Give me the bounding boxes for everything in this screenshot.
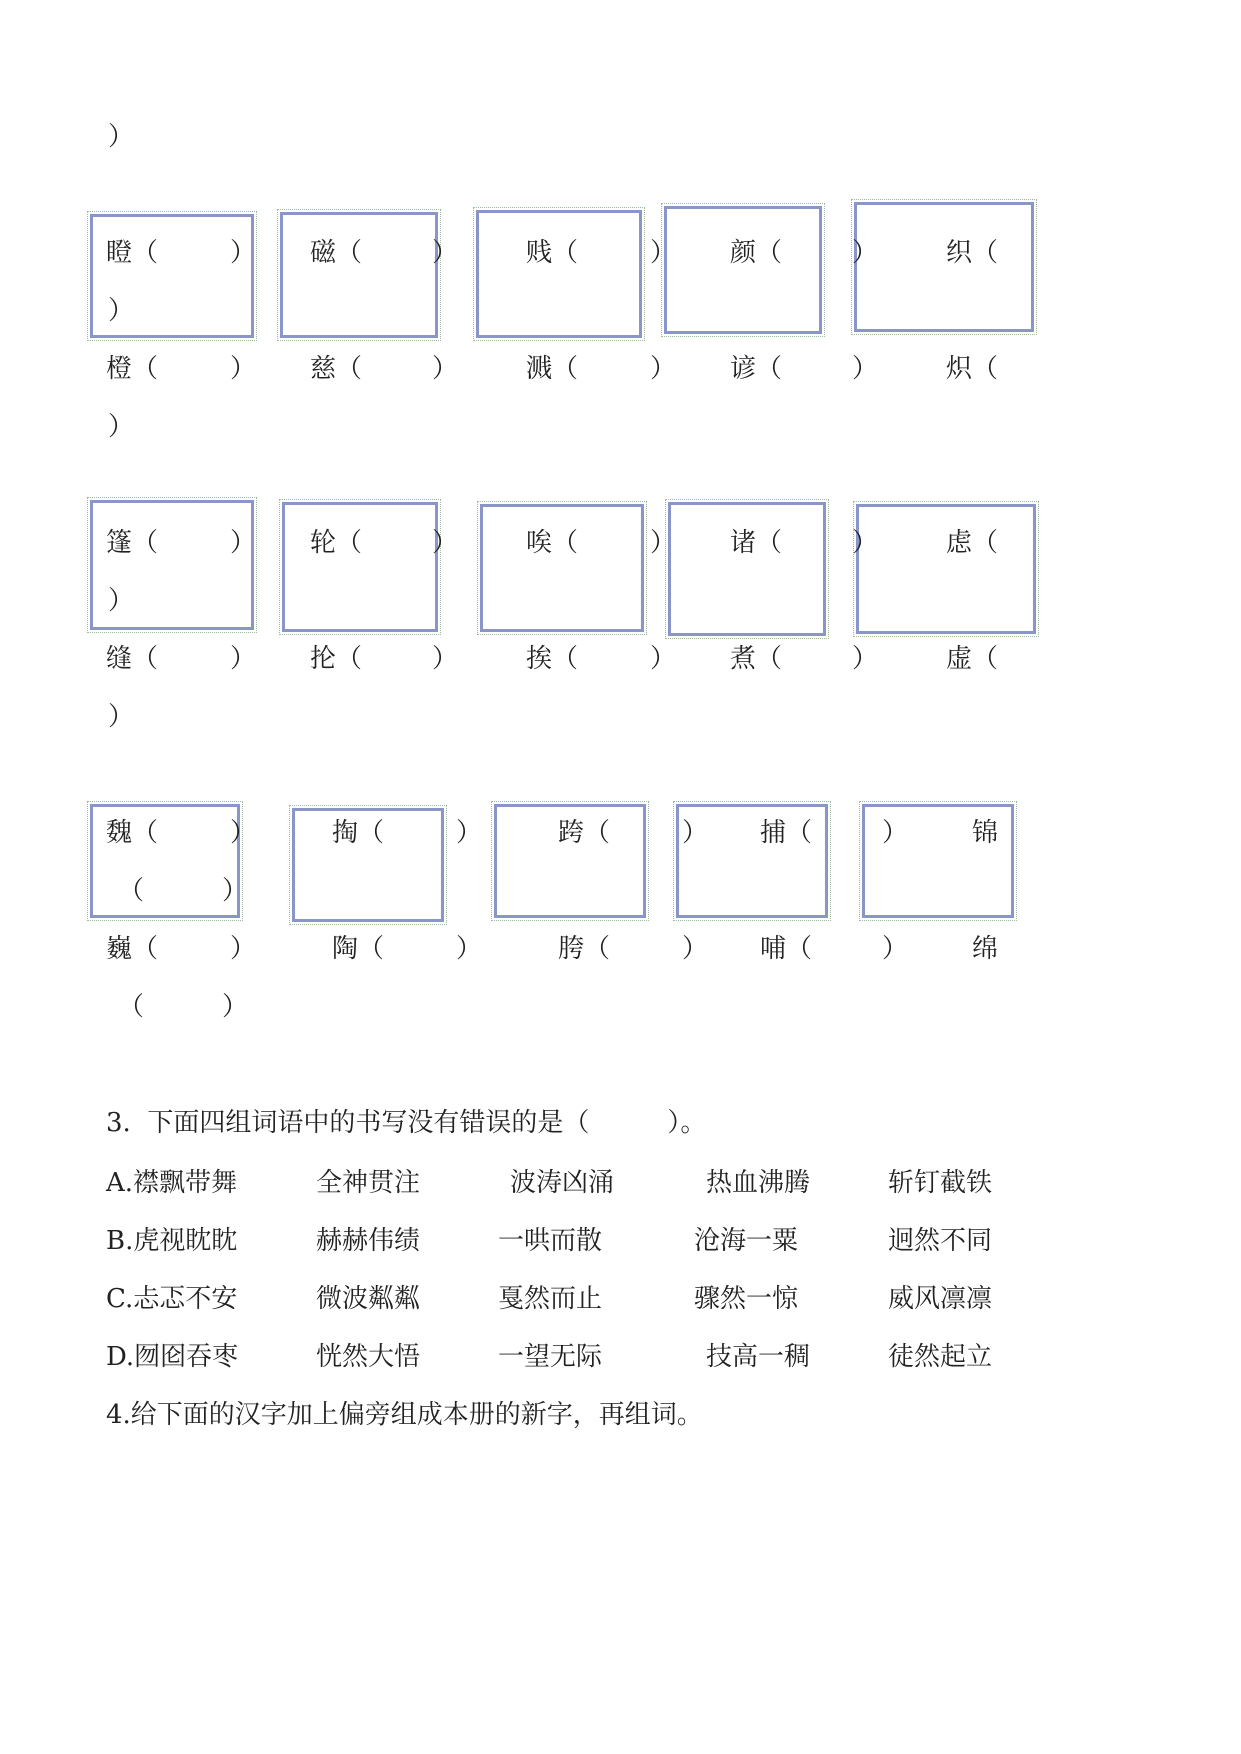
pair-char: 虑（: [946, 528, 999, 558]
paren-close: ）: [852, 644, 879, 674]
option-word: 恍然大悟: [316, 1342, 421, 1372]
option-word: 一望无际: [498, 1342, 603, 1372]
char-box: [664, 206, 822, 334]
option-label: C.忐忑不安: [106, 1284, 238, 1314]
option-word: 迥然不同: [888, 1226, 993, 1256]
pair-char: 挨（: [526, 644, 579, 674]
pair-char: 唉（: [526, 528, 579, 558]
option-word: 威风凛凛: [888, 1284, 993, 1314]
paren-close: ）: [432, 354, 459, 384]
option-word: 沧海一粟: [694, 1226, 799, 1256]
pair-char: 缝（: [106, 644, 159, 674]
option-word: 戛然而止: [498, 1284, 603, 1314]
char-box: [282, 502, 438, 632]
pair-char: 魏（: [106, 818, 159, 848]
paren-close: ）: [456, 818, 483, 848]
option-word: 微波粼粼: [316, 1284, 421, 1314]
paren-close: ）: [230, 354, 257, 384]
pair-char: 篷（: [106, 528, 159, 558]
pair-char: 掏（: [332, 818, 385, 848]
wrap-paren: （ ）: [118, 992, 249, 1022]
option-label: A.襟飘带舞: [106, 1168, 238, 1198]
paren-close: ）: [432, 238, 459, 268]
paren-close: ）: [230, 528, 257, 558]
pair-char: 溅（: [526, 354, 579, 384]
option-word: 徒然起立: [888, 1342, 993, 1372]
char-box: [280, 212, 438, 338]
option-word: 波涛凶涌: [510, 1168, 615, 1198]
pair-char: 颜（: [730, 238, 783, 268]
option-word: 热血沸腾: [706, 1168, 811, 1198]
option-word: 一哄而散: [498, 1226, 603, 1256]
char-box: [854, 202, 1034, 332]
pair-char: 锦: [972, 818, 999, 848]
paren-close: ）: [650, 238, 677, 268]
option-word: 斩钉截铁: [888, 1168, 993, 1198]
pair-char: 谚（: [730, 354, 783, 384]
pair-char: 抡（: [310, 644, 363, 674]
wrap-close: ）: [108, 412, 135, 442]
char-box: [668, 502, 826, 636]
pair-char: 胯（: [558, 934, 611, 964]
paren-close: ）: [650, 528, 677, 558]
option-word: 赫赫伟绩: [316, 1226, 421, 1256]
pair-char: 绵: [972, 934, 999, 964]
pair-char: 瞪（: [106, 238, 159, 268]
pair-char: 哺（: [760, 934, 813, 964]
paren-close: ）: [230, 238, 257, 268]
wrap-paren: （ ）: [118, 876, 249, 906]
pair-char: 织（: [946, 238, 999, 268]
wrap-close: ）: [108, 702, 135, 732]
pair-char: 炽（: [946, 354, 999, 384]
pair-char: 煮（: [730, 644, 783, 674]
option-word: 骤然一惊: [694, 1284, 799, 1314]
char-box: [856, 504, 1036, 634]
char-box: [476, 210, 642, 338]
paren-close: ）: [882, 818, 909, 848]
paren-close: ）: [650, 354, 677, 384]
option-word: 技高一稠: [706, 1342, 811, 1372]
pair-char: 虚（: [946, 644, 999, 674]
wrap-close: ）: [108, 296, 135, 326]
wrap-close: ）: [108, 122, 135, 152]
option-label: D.囫囵吞枣: [106, 1342, 239, 1372]
paren-close: ）: [456, 934, 483, 964]
paren-close: ）: [432, 644, 459, 674]
paren-close: ）: [852, 354, 879, 384]
option-label: B.虎视眈眈: [106, 1226, 238, 1256]
paren-close: ）: [852, 528, 879, 558]
option-word: 全神贯注: [316, 1168, 421, 1198]
char-box: [480, 504, 644, 632]
paren-close: ）: [682, 818, 709, 848]
pair-char: 跨（: [558, 818, 611, 848]
pair-char: 陶（: [332, 934, 385, 964]
pair-char: 轮（: [310, 528, 363, 558]
paren-close: ）: [230, 934, 257, 964]
pair-char: 捕（: [760, 818, 813, 848]
pair-char: 橙（: [106, 354, 159, 384]
paren-close: ）: [650, 644, 677, 674]
paren-close: ）: [432, 528, 459, 558]
paren-close: ）: [230, 818, 257, 848]
paren-close: ）: [682, 934, 709, 964]
paren-close: ）: [852, 238, 879, 268]
pair-char: 慈（: [310, 354, 363, 384]
question-3-stem: 3. 下面四组词语中的书写没有错误的是（ ）。: [106, 1108, 707, 1138]
paren-close: ）: [882, 934, 909, 964]
pair-char: 巍（: [106, 934, 159, 964]
wrap-close: ）: [108, 586, 135, 616]
question-4-stem: 4.给下面的汉字加上偏旁组成本册的新字，再组词。: [106, 1400, 703, 1430]
pair-char: 诸（: [730, 528, 783, 558]
pair-char: 贱（: [526, 238, 579, 268]
paren-close: ）: [230, 644, 257, 674]
pair-char: 磁（: [310, 238, 363, 268]
